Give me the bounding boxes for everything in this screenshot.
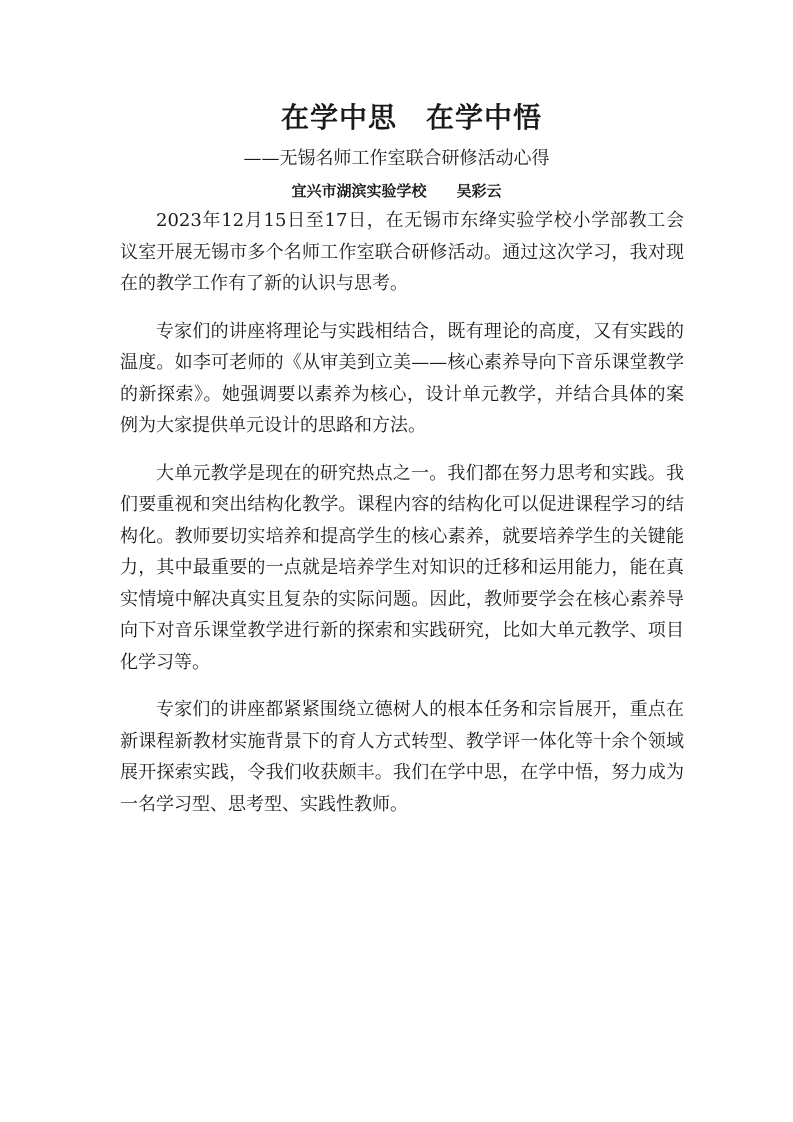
paragraph-3: 大单元教学是现在的研究热点之一。我们都在努力思考和实践。我们要重视和突出结构化教学。课程内容的结构化可以促进课程学习的结构化。教师要切实培养和提高学生的核心素养，就要培养学生的关键能力，其中最重要的一点就是培养学生对知识的迁移和运用能力，能在真实情境中解决真实且复杂的实际问题。因此，教师要学会在核心素养导向下对音乐课堂教学进行新的探索和实践研究，比如大单元教学、项目化学习等。 (120, 462, 684, 673)
paragraph-2: 专家们的讲座将理论与实践相结合，既有理论的高度，又有实践的温度。如李可老师的《从审美到立美——核心素养导向下音乐课堂教学的新探索》。她强调要以素养为核心，设计单元教学，并结合具体的案例为大家提供单元设计的思路和方法。 (120, 320, 684, 436)
document-title: 在学中思 在学中悟 (280, 101, 542, 134)
document-body (120, 205, 684, 836)
author-line: 宜兴市湖滨实验学校 吴彩云 (291, 182, 502, 200)
paragraph-1: 2023年12月15日至17日，在无锡市东绛实验学校小学部教工会议室开展无锡市多个名师工作室联合研修活动。通过这次学习，我对现在的教学工作有了新的认识与思考。 (120, 210, 684, 294)
document-subtitle: ——无锡名师工作室联合研修活动心得 (243, 148, 550, 169)
paragraph-4: 专家们的讲座都紧紧围绕立德树人的根本任务和宗旨展开，重点在新课程新教材实施背景下的育人方式转型、教学评一体化等十余个领域展开探索实践，令我们收获颇丰。我们在学中思，在学中悟，努力成为一名学习型、思考型、实践性教师。 (120, 699, 684, 815)
